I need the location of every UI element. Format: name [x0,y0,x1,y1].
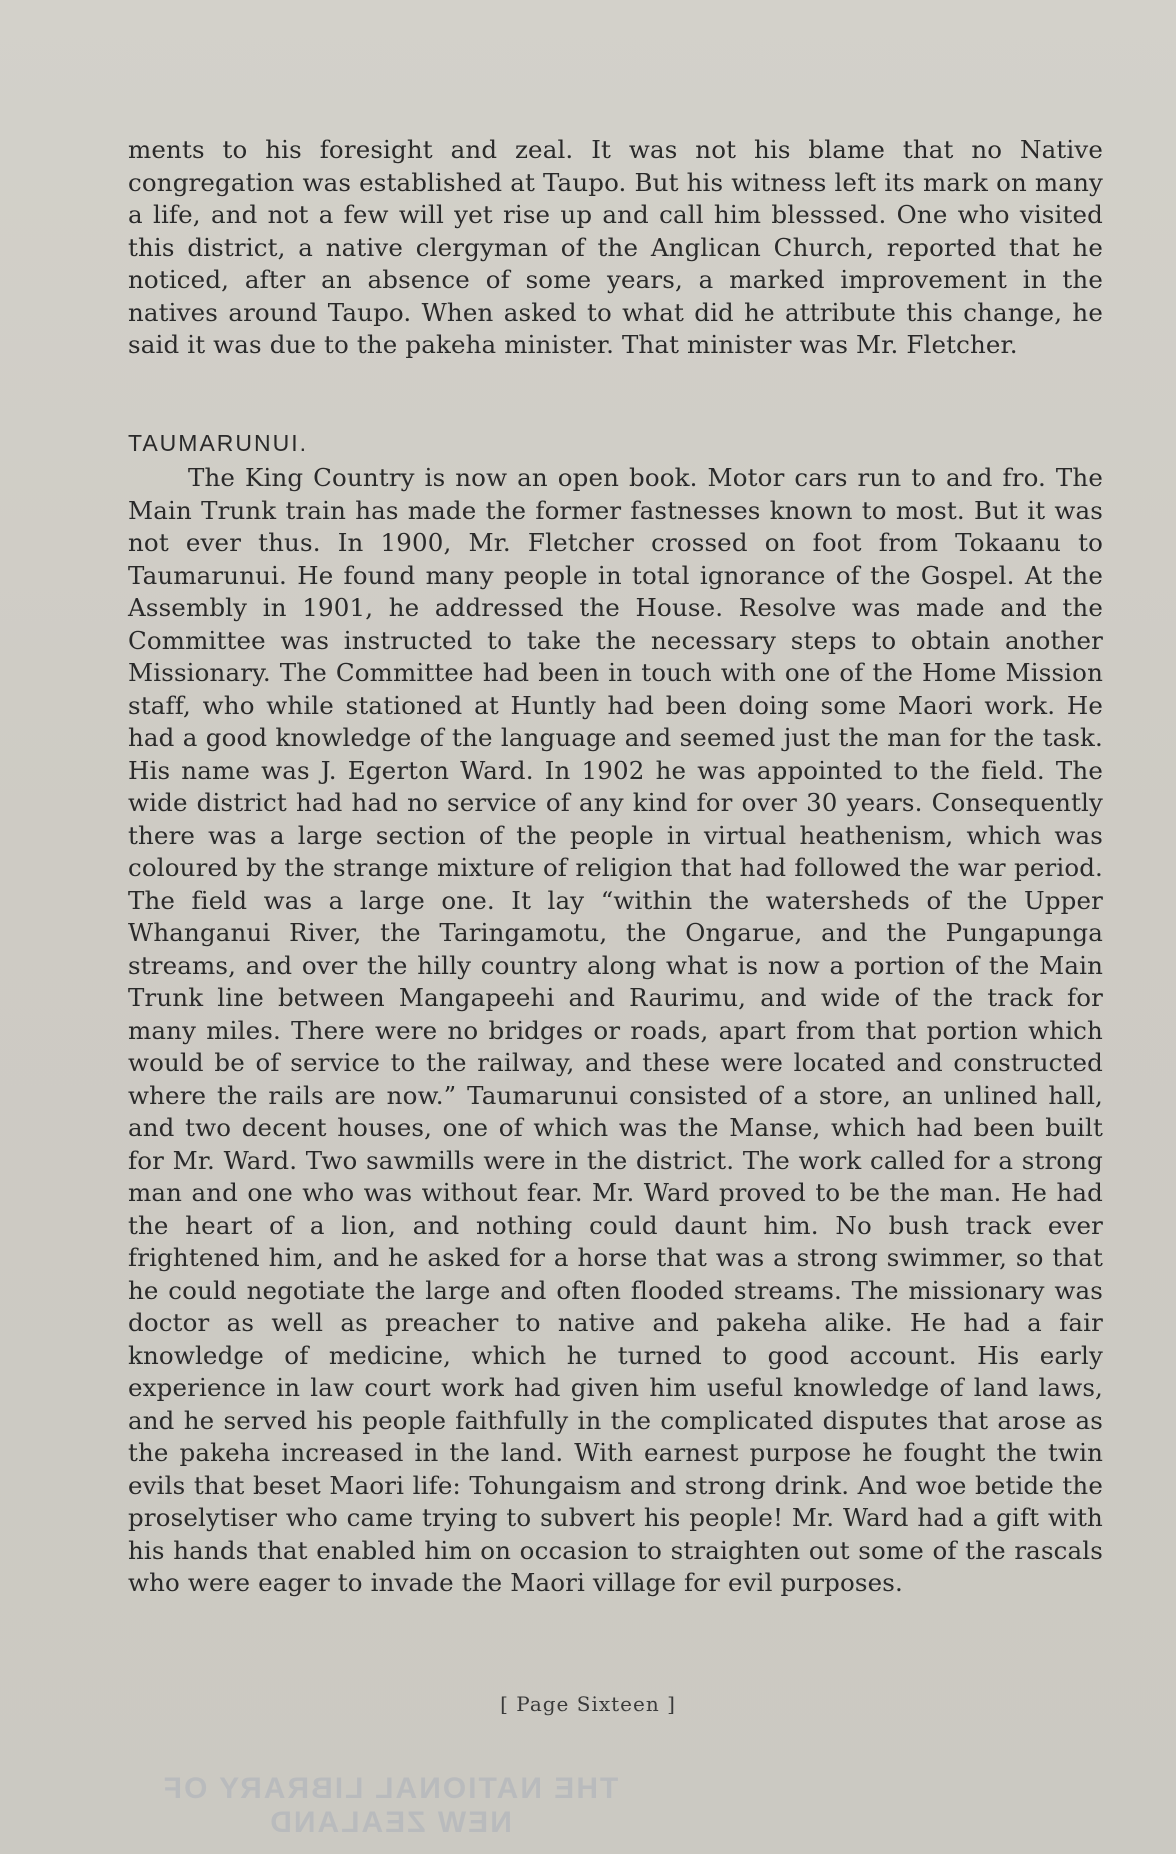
section-heading-taumarunui: TAUMARUNUI. [128,430,309,456]
stamp-line-2: NEW ZEALAND [268,1806,512,1839]
library-stamp-watermark [130,1772,650,1842]
paragraph-continuation: ments to his foresight and zeal. It was not his blame that no Native congregation was established at Taupo. But his witness left its mark on many a life, and not a few will yet rise up and call him blesssed. One who visited this district, a native clergyman of the Anglican Church, reported that he noticed, after an absence of some years, a marked improvement in the natives around Taupo. When asked to what did he attribute this change, he said it was due to the pakeha minister. That minister was Mr. Fletcher. [128,135,1103,359]
paragraph-taumarunui: The King Country is now an open book. Motor cars run to and fro. The Main Trunk train has made the former fastnesses known to most. But it was not ever thus. In 1900, Mr. Fletcher crossed on foot from Tokaanu to Taumarunui. He found many people in total ignorance of the Gospel. At the Assembly in 1901, he addressed the House. Resolve was made and the Committee was instructed to take the necessary steps to obtain another Missionary. The Committee had been in touch with one of the Home Mission staff, who while stationed at Huntly had been doing some Maori work. He had a good knowledge of the language and seemed just the man for the task. His name was J. Egerton Ward. In 1902 he was appointed to the field. The wide district had had no service of any kind for over 30 years. Consequently there was a large section of the people in virtual heathenism, which was coloured by the strange mixture of religion that had followed the war period. The field was a large one. It lay “within the watersheds of the Upper Whanganui River, the Taringamotu, the Ongarue, and the Pungapunga streams, and over the hilly country along what is now a portion of the Main Trunk line between Mangapeehi and Raurimu, and wide of the track for many miles. There were no bridges or roads, apart from that portion which would be of service to the railway, and these were located and constructed where the rails are now.” Taumarunui consisted of a store, an unlined hall, and two decent houses, one of which was the Manse, which had been built for Mr. Ward. Two sawmills were in the district. The work called for a strong man and one who was without fear. Mr. Ward proved to be the man. He had the heart of a lion, and nothing could daunt him. No bush track ever frightened him, and he asked for a horse that was a strong swimmer, so that he could negotiate the large and often flooded streams. The missionary was doctor as well as preacher to native and pakeha alike. He had a fair knowledge of medicine, which he turned to good account. His early experience in law court work had given him useful knowledge of land laws, and he served his people faithfully in the complicated disputes that arose as the pakeha increased in the land. With earnest purpose he fought the twin evils that beset Maori life: Tohungaism and strong drink. And woe betide the proselytiser who came trying to subvert his people! Mr. Ward had a gift with his hands that enabled him on occasion to straighten out some of the rascals who were eager to invade the Maori village for evil purposes. [128,463,1103,1597]
page-number: [ Page Sixteen ] [500,1692,676,1716]
stamp-line-1: THE NATIONAL LIBRARY OF [161,1772,619,1805]
